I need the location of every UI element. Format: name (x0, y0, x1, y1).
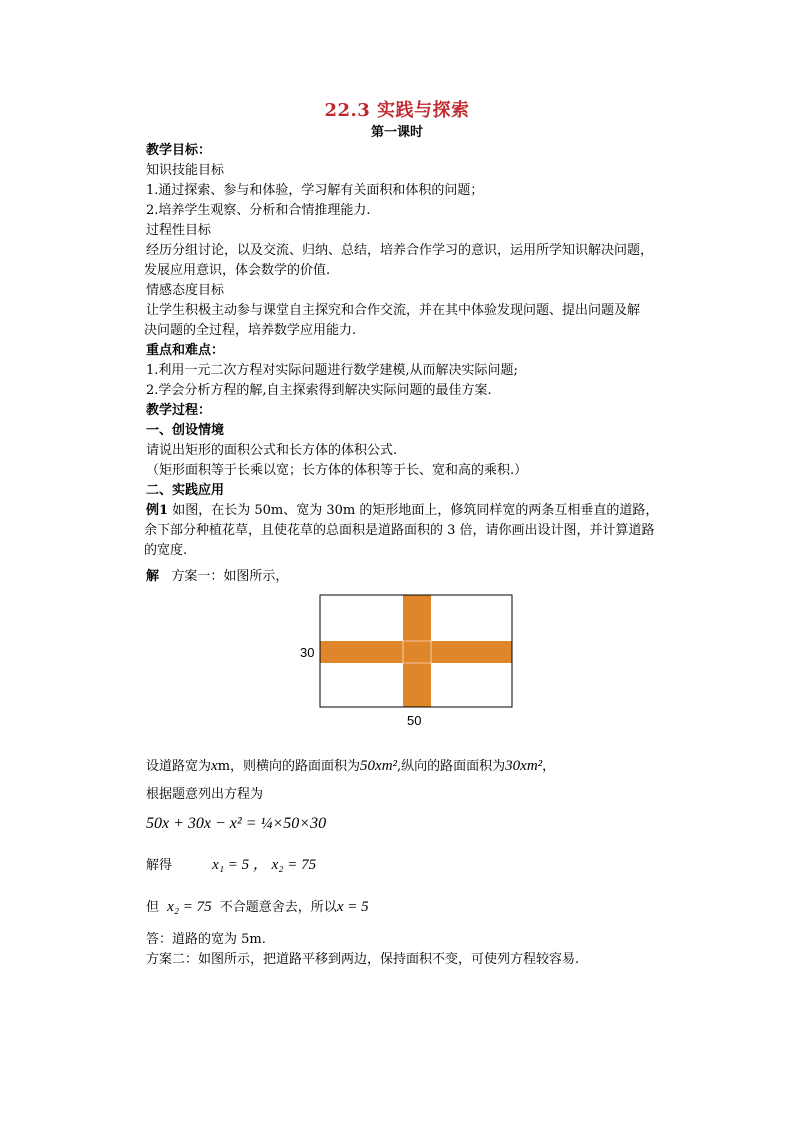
page-title: 22.3 实践与探索 (324, 100, 470, 121)
page-subtitle: 第一课时 (370, 125, 423, 140)
roots: x₁ = 5 ， x₂ = 75 (212, 857, 317, 873)
area-vertical: 30xm² (505, 758, 543, 774)
section-2-heading: 二、实践应用 (146, 483, 225, 498)
label-30: 30 (300, 645, 315, 660)
area-horizontal: 50xm² (360, 758, 398, 774)
setup-text-d: ， (542, 759, 556, 774)
roots-line (146, 855, 646, 876)
knowledge-item-1: 1.通过探索、参与和体验，学习解有关面积和体积的问题； (146, 183, 484, 198)
equation-intro: 根据题意列出方程为 (146, 787, 264, 802)
var-x: x (211, 758, 218, 774)
attitude-line-1: 让学生积极主动参与课堂自主探究和合作交流，并在其中体验发现问题、提出问题及解 (146, 303, 641, 318)
reject-text-b: 不合题意舍去，所以 (219, 900, 337, 915)
reject-result: x = 5 (336, 899, 369, 915)
keypoints-heading: 重点和难点： (146, 343, 225, 358)
solution-plan-1: 方案一：如图所示， (171, 569, 289, 584)
example-line-1 (146, 501, 659, 521)
unit-m: m (217, 759, 231, 774)
reject-text-a: 但 (146, 900, 160, 915)
road-diagram (295, 590, 525, 730)
reject-eq: x₂ = 75 (167, 899, 212, 915)
lesson-body (144, 141, 659, 587)
example-line-2: 余下部分种植花草，且使花草的总面积是道路面积的 3 倍，请你画出设计图，并计算道路 (144, 523, 655, 538)
process-goal-line-2: 发展应用意识，体会数学的价值. (144, 263, 331, 278)
attitude-line-2: 决问题的全过程，培养数学应用能力. (144, 323, 357, 338)
section-1-heading: 一、创设情境 (146, 423, 225, 438)
solve-label: 解得 (146, 858, 173, 873)
keypoint-item-2: 2.学会分析方程的解,自主探索得到解决实际问题的最佳方案. (146, 383, 492, 398)
section-1-line-2: （矩形面积等于长乘以宽；长方体的体积等于长、宽和高的乘积.） (146, 463, 528, 478)
attitude-heading: 情感态度目标 (146, 283, 225, 298)
reject-line (146, 897, 646, 918)
keypoint-item-1: 1.利用一元二次方程对实际问题进行数学建模,从而解决实际问题; (146, 363, 518, 378)
setup-text-a: 设道路宽为 (146, 759, 212, 774)
knowledge-heading: 知识技能目标 (146, 163, 225, 178)
process-goal-heading: 过程性目标 (146, 223, 212, 238)
plan-2-line: 方案二：如图所示，把道路平移到两边，保持面积不变，可使列方程较容易. (146, 952, 580, 967)
section-1-line-1: 请说出矩形的面积公式和长方体的体积公式. (146, 443, 398, 458)
road-horizontal (320, 641, 512, 663)
label-50: 50 (407, 713, 422, 728)
setup-text-c: ,纵向的路面面积为 (397, 759, 506, 774)
solution-label: 解 (146, 569, 160, 584)
solution-intro (146, 567, 646, 587)
knowledge-item-2: 2.培养学生观察、分析和合情推理能力. (146, 203, 371, 218)
example-text-1: 如图，在长为 50m、宽为 30m 的矩形地面上，修筑同样宽的两条互相垂直的道路， (172, 503, 659, 518)
answer-line: 答：道路的宽为 5m. (146, 932, 266, 947)
example-line-3: 的宽度. (144, 543, 188, 558)
example-label: 例1 (146, 503, 169, 518)
process-goal-line-1: 经历分组讨论，以及交流、归纳、总结，培养合作学习的意识，运用所学知识解决问题， (146, 243, 654, 258)
setup-line (146, 756, 646, 777)
goals-heading: 教学目标： (146, 143, 212, 158)
equation: 50x + 30x − x² = ¼×50×30 (146, 815, 327, 832)
setup-text-b: ，则横向的路面面积为 (230, 759, 361, 774)
process-heading: 教学过程： (146, 403, 212, 418)
